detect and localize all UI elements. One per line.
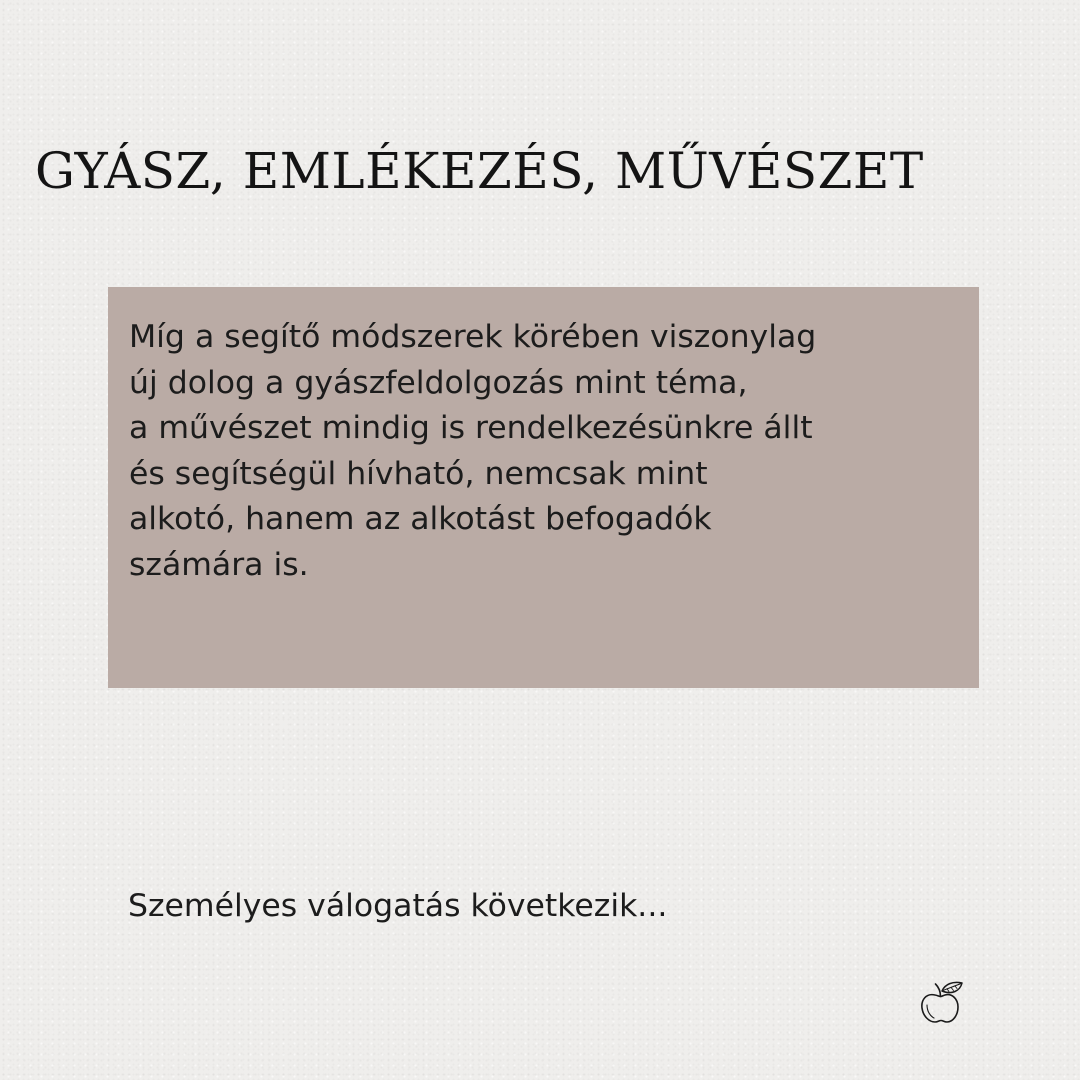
quote-box: [108, 287, 979, 688]
footer-text: Személyes válogatás következik...: [128, 888, 668, 924]
page-title: GYÁSZ, EMLÉKEZÉS, MŰVÉSZET: [35, 142, 924, 200]
apple-icon: [916, 978, 968, 1026]
quote-text: Míg a segítő módszerek körében viszonylag új dolog a gyászfeldolgozás mint téma, a művészet mindig is rendelkezésünkre állt és segítségül hívható, nemcsak mint alkotó, hanem az alkotást befogadók számára is.: [129, 319, 817, 583]
